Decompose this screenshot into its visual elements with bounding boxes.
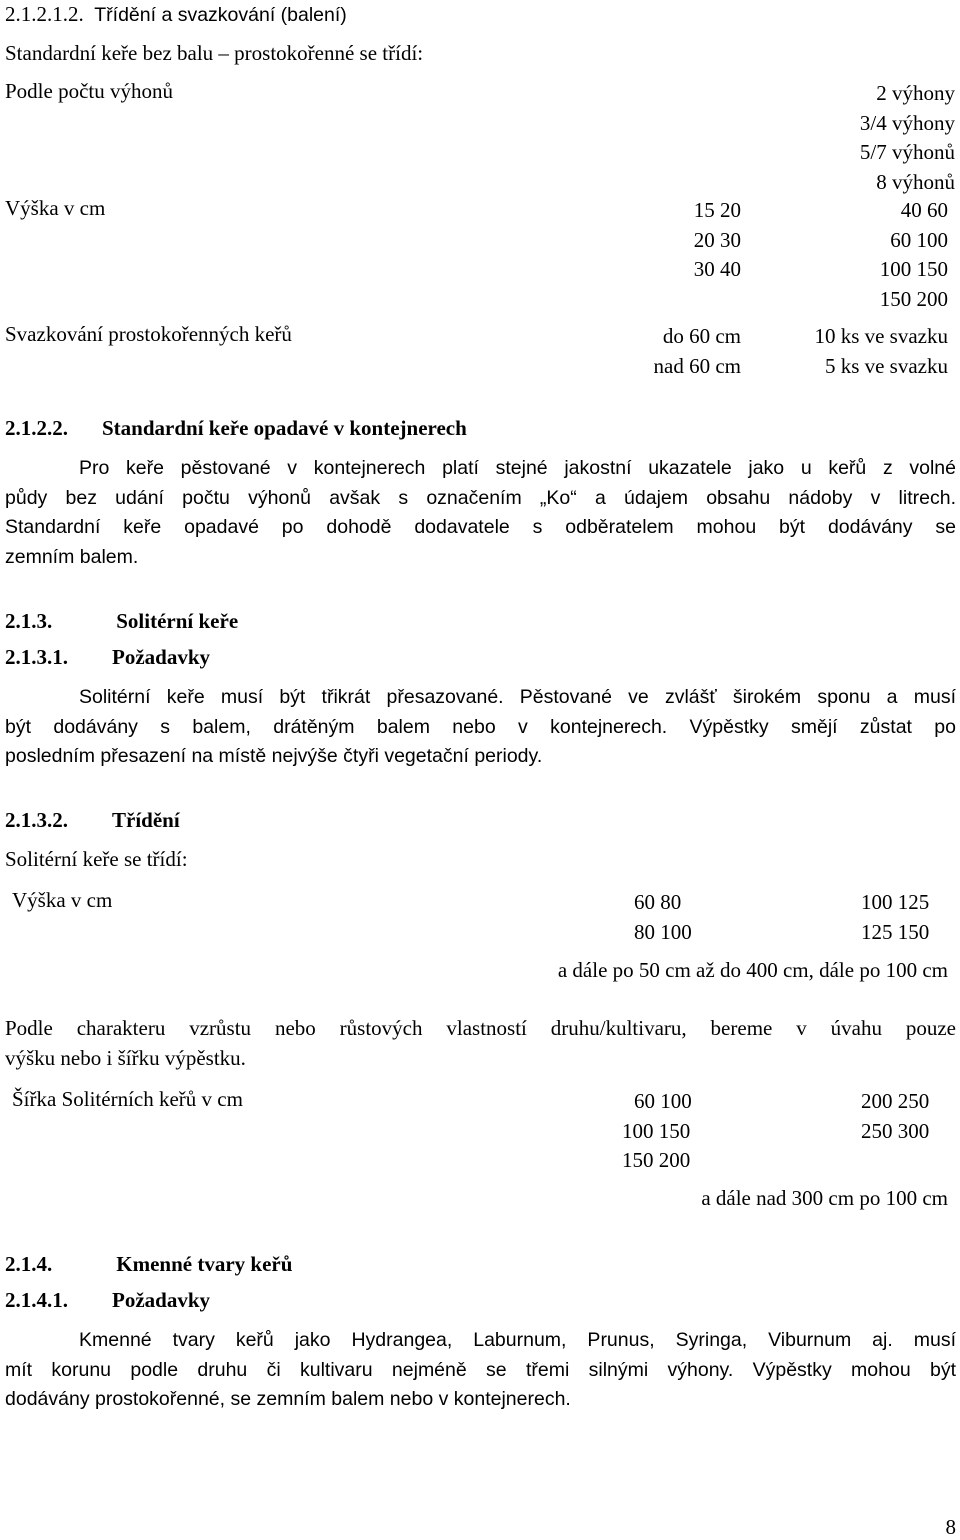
paragraph-line: zemním balem. xyxy=(5,545,139,568)
paragraph-line: Podle charakteru vzrůstu nebo růstových vlastností druhu/kultivaru, bereme v úvahu pouze xyxy=(5,1016,956,1040)
heading-number: 2.1.3.1. xyxy=(5,645,68,669)
height-range: 150 200 xyxy=(879,286,948,311)
heading-2-1-3-1 xyxy=(5,645,210,670)
height-range: 40 60 xyxy=(900,198,948,222)
height-range: 100 150 xyxy=(879,257,948,281)
character-paragraph xyxy=(5,1014,956,1073)
solitary-height-note: a dále po 50 cm až do 400 cm, dále po 100 cm xyxy=(557,958,948,982)
height-range: 30 40 xyxy=(693,257,741,281)
solitary-width-label: Šířka Solitérních keřů v cm xyxy=(12,1087,243,1111)
solitary-height-col2 xyxy=(861,888,929,947)
heading-title: Třídění xyxy=(112,808,180,832)
heading-2-1-3 xyxy=(5,609,238,634)
heading-2-1-4 xyxy=(5,1252,292,1277)
bundle-size-col xyxy=(654,322,741,381)
heading-number: 2.1.2.2. xyxy=(5,416,68,440)
height-range: 60 80 xyxy=(634,890,682,914)
heading-title: Standardní keře opadavé v kontejnerech xyxy=(102,416,467,440)
width-range: 200 250 xyxy=(861,1089,930,1113)
width-range: 100 150 xyxy=(622,1118,691,1143)
heading-title: Třídění a svazkování (balení) xyxy=(94,4,347,26)
paragraph-line: Solitérní keře musí být třikrát přesazované. Pěstované ve zvlášť širokém sponu a musí xyxy=(79,686,956,708)
height-range: 60 100 xyxy=(890,227,948,252)
solitary-height-col1 xyxy=(634,888,692,947)
height-range: 100 125 xyxy=(861,890,930,914)
paragraph-line: posledním přesazení na místě nejvýše čtyři vegetační periody. xyxy=(5,745,543,767)
standard-forms-paragraph xyxy=(5,1326,956,1415)
paragraph-line: výšku nebo i šířku výpěstku. xyxy=(5,1045,246,1070)
solitary-width-col2 xyxy=(861,1087,929,1146)
width-range: 150 200 xyxy=(622,1148,691,1172)
shoots-label: Podle počtu výhonů xyxy=(5,79,173,103)
paragraph-line: Pro keře pěstované v kontejnerech platí stejné jakostní ukazatele jako u keřů z volné xyxy=(79,457,956,479)
heading-number: 2.1.2.1.2. xyxy=(5,2,84,26)
shoots-item: 3/4 výhony xyxy=(859,110,955,135)
solitary-sort-intro: Solitérní keře se třídí: xyxy=(5,847,188,871)
shoots-item: 8 výhonů xyxy=(876,169,955,194)
heading-number: 2.1.3.2. xyxy=(5,808,68,832)
heading-number: 2.1.4.1. xyxy=(5,1288,68,1312)
height-col2 xyxy=(880,196,948,314)
bundle-count-col xyxy=(814,322,948,381)
paragraph-line: být dodávány s balem, drátěným balem nebo v kontejnerech. Výpěstky smějí zůstat po xyxy=(5,715,956,738)
bundle-size: do 60 cm xyxy=(662,324,741,348)
bundle-count: 10 ks ve svazku xyxy=(814,324,948,348)
intro-text: Standardní keře bez balu – prostokořenné se třídí: xyxy=(5,41,424,65)
bundle-label: Svazkování prostokořenných keřů xyxy=(5,322,292,346)
height-label: Výška v cm xyxy=(5,196,106,220)
solitary-height-label: Výška v cm xyxy=(12,888,113,912)
heading-2-1-2-2 xyxy=(5,416,467,441)
heading-2-1-3-2 xyxy=(5,808,180,833)
height-range: 20 30 xyxy=(693,227,741,252)
bundle-count: 5 ks ve svazku xyxy=(824,353,948,378)
width-range: 60 100 xyxy=(634,1089,692,1113)
bundle-size: nad 60 cm xyxy=(653,353,741,378)
shoots-list xyxy=(860,79,955,197)
shoots-item: 5/7 výhonů xyxy=(859,140,955,164)
height-range: 80 100 xyxy=(634,919,692,944)
paragraph-line: dodávány prostokořenné, se zemním balem nebo v kontejnerech. xyxy=(5,1388,571,1410)
heading-title: Solitérní keře xyxy=(116,609,239,633)
heading-2-1-2-1-2 xyxy=(5,2,347,27)
heading-title: Požadavky xyxy=(112,645,211,669)
width-range: 250 300 xyxy=(861,1118,930,1143)
solitary-requirements-paragraph xyxy=(5,683,956,772)
containers-paragraph xyxy=(5,454,956,572)
solitary-width-col1 xyxy=(622,1087,692,1176)
height-range: 125 150 xyxy=(861,919,930,944)
page-number: 8 xyxy=(945,1515,956,1539)
height-range: 15 20 xyxy=(693,198,741,222)
height-col1 xyxy=(694,196,741,285)
heading-2-1-4-1 xyxy=(5,1288,210,1313)
solitary-width-note: a dále nad 300 cm po 100 cm xyxy=(701,1186,948,1210)
paragraph-line: Kmenné tvary keřů jako Hydrangea, Laburnum, Prunus, Syringa, Viburnum aj. musí xyxy=(79,1329,956,1351)
paragraph-line: mít korunu podle druhu či kultivaru nejméně se třemi silnými výhony. Výpěstky mohou být xyxy=(5,1358,956,1381)
paragraph-line: Standardní keře opadavé po dohodě dodavatele s odběratelem mohou být dodávány se xyxy=(5,516,956,538)
heading-title: Kmenné tvary keřů xyxy=(116,1252,293,1276)
heading-number: 2.1.4. xyxy=(5,1252,53,1276)
paragraph-line: půdy bez udání počtu výhonů avšak s označením „Ko“ a údajem obsahu nádoby v litrech. xyxy=(5,486,956,509)
shoots-item: 2 výhony xyxy=(876,81,955,105)
heading-number: 2.1.3. xyxy=(5,609,53,633)
heading-title: Požadavky xyxy=(112,1288,211,1312)
